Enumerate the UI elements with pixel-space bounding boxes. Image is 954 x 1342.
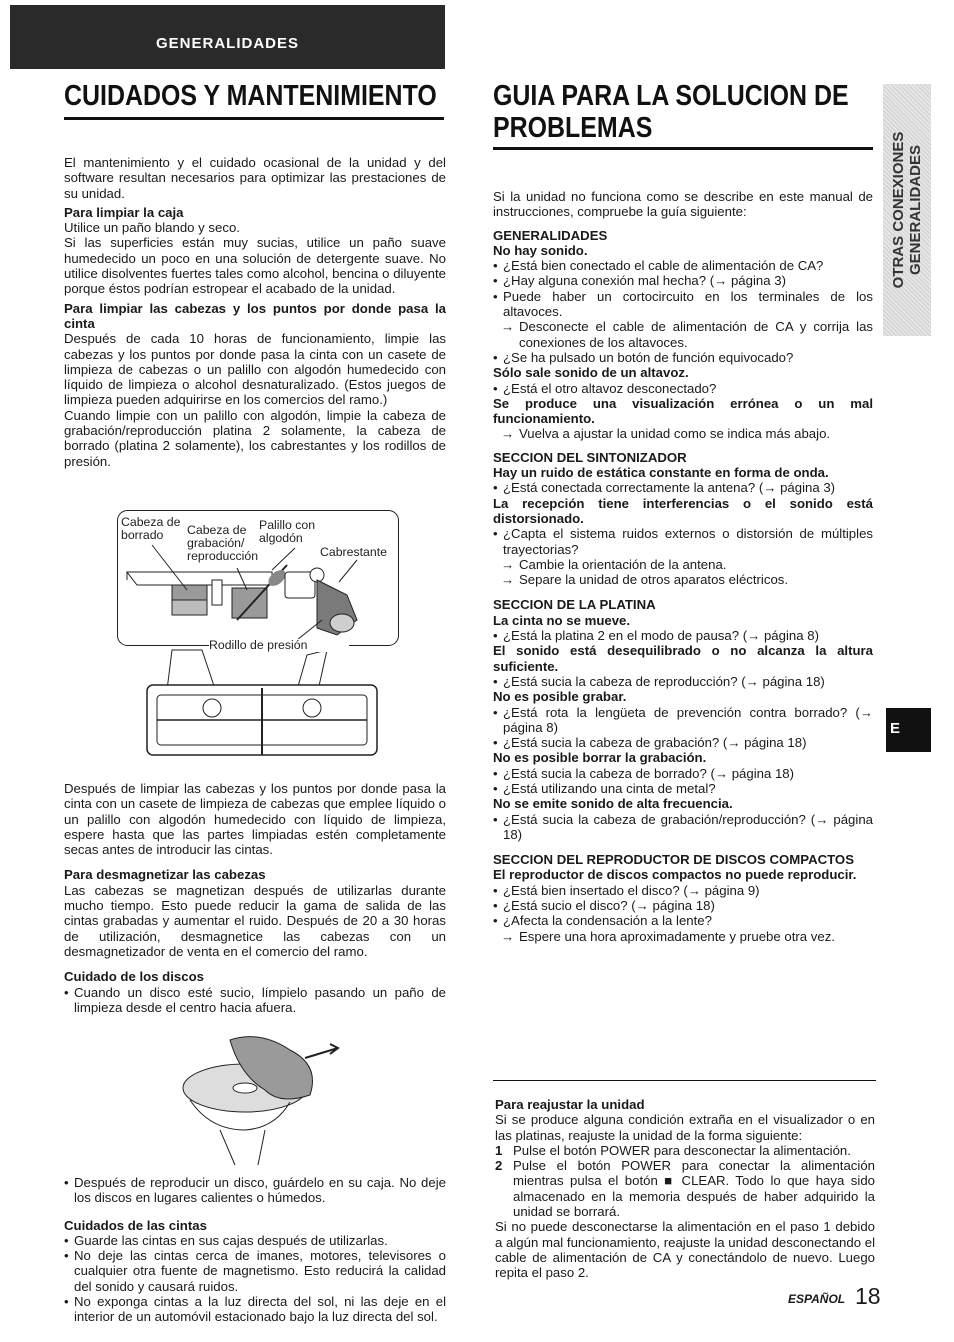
reset-section-rule bbox=[493, 1080, 876, 1081]
caja-heading: Para limpiar la caja bbox=[64, 204, 184, 220]
left-page-title: CUIDADOS Y MANTENIMIENTO bbox=[64, 80, 437, 112]
cd-heading: SECCION DEL REPRODUCTOR DE DISCOS COMPACTOS bbox=[493, 852, 854, 868]
gen-q1: No hay sonido. bbox=[493, 242, 588, 258]
gen-q1-bullet-2: • ¿Hay alguna conexión mal hecha? (→ página 3) bbox=[493, 273, 873, 288]
gen-q3: Se produce una visualización errónea o un mal funcionamiento. bbox=[493, 395, 873, 427]
desmag-heading: Para desmagnetizar las cabezas bbox=[64, 867, 266, 883]
plat-q4-bullet-1: • ¿Está sucia la cabeza de borrado? (→ página 18) bbox=[493, 766, 873, 781]
sidebar-tab-line-1: OTRAS CONEXIONES bbox=[890, 131, 907, 289]
page-number: 18 bbox=[855, 1283, 881, 1309]
gen-q2-bullet-1: • ¿Está el otro altavoz desconectado? bbox=[493, 381, 873, 396]
label-cabeza-grabacion: Cabeza de grabación/ reproducción bbox=[187, 523, 259, 563]
plat-heading: SECCION DE LA PLATINA bbox=[493, 597, 656, 613]
sint-q2-action-1: → Cambie la orientación de la antena. bbox=[493, 557, 873, 572]
label-cabeza-borrado: Cabeza de borrado bbox=[121, 515, 181, 542]
reset-section bbox=[495, 1097, 875, 1281]
sint-q1-bullet-1: • ¿Está conectada correctamente la antena? (→ página 3) bbox=[493, 480, 873, 495]
gen-q2: Sólo sale sonido de un altavoz. bbox=[493, 365, 689, 381]
cintas-bullet-2: • No deje las cintas cerca de imanes, motores, televisores o cualquier otra fuente de magnetismo. Esto reducirá la calidad del sonido y causará ruidos. bbox=[64, 1248, 446, 1294]
cintas-bullet-3: • No exponga cintas a la luz directa del sol, ni las deje en el interior de un automóvil estacionado bajo la luz directa del sol. bbox=[64, 1294, 446, 1325]
left-column-middle bbox=[64, 781, 446, 1015]
right-column bbox=[493, 189, 873, 944]
label-palillo: Palillo con algodón bbox=[259, 518, 316, 545]
plat-q4: No es posible borrar la grabación. bbox=[493, 750, 707, 766]
sint-heading: SECCION DEL SINTONIZADOR bbox=[493, 449, 687, 465]
sidebar-tab-text bbox=[890, 132, 924, 289]
cabezas-text-2: Cuando limpie con un palillo con algodón, limpie la cabeza de grabación/reproducción platina 2 solamente, la cabeza de borrado (platina 2 solamente), los cabrestantes y los rodillos de presión. bbox=[64, 407, 446, 469]
cd-q1: El reproductor de discos compactos no puede reproducir. bbox=[493, 867, 857, 883]
reset-step-1 bbox=[495, 1143, 875, 1158]
reset-heading: Para reajustar la unidad bbox=[495, 1097, 645, 1112]
reset-intro: Si se produce alguna condición extraña en el visualizador o en las platinas, reajuste la unidad de la forma siguiente: bbox=[495, 1112, 875, 1143]
sint-q2-action-2: → Separe la unidad de otros aparatos eléctricos. bbox=[493, 572, 873, 587]
section-header-band bbox=[10, 5, 445, 69]
plat-q3-bullet-1: • ¿Está rota la lengüeta de prevención contra borrado? (→ página 8) bbox=[493, 705, 873, 736]
plat-q2: El sonido está desequilibrado o no alcanza la altura suficiente. bbox=[493, 643, 873, 674]
gen-q1-bullet-1: • ¿Está bien conectado el cable de alimentación de CA? bbox=[493, 258, 873, 273]
label-rodillo: Rodillo de presión bbox=[209, 639, 349, 652]
left-column-bottom bbox=[64, 1175, 446, 1325]
after-cleaning-text: Después de limpiar las cabezas y los puntos por donde pasa la cinta con un casete de limpieza de cabezas que emplee líquido o un palillo con algodón humedecido con líquido de limpieza, espere hasta que las partes limpiadas estén completamente secas antes de introducir las cintas. bbox=[64, 781, 446, 858]
reset-step-2-text: Pulse el botón POWER para conectar la alimentación mientras pulsa el botón ■ CLEAR. Todo lo que haya sido almacenado en la memoria después de haber adquirido la unidad se borrará. bbox=[513, 1158, 875, 1220]
cintas-bullet-1: • Guarde las cintas en sus cajas después de utilizarlas. bbox=[64, 1233, 446, 1248]
language-tab-letter: E bbox=[890, 720, 901, 737]
plat-q3: No es posible grabar. bbox=[493, 689, 627, 705]
gen-q3-action-1: → Vuelva a ajustar la unidad como se indica más abajo. bbox=[493, 426, 873, 441]
cd-q1-bullet-3: • ¿Afecta la condensación a la lente? bbox=[493, 913, 873, 928]
right-title-rule bbox=[493, 147, 873, 150]
reset-step-1-number: 1 bbox=[495, 1142, 503, 1158]
gen-q1-bullet-3: • Puede haber un cortocircuito en los terminales de los altavoces. bbox=[493, 289, 873, 320]
sint-q2-bullet-1: • ¿Capta el sistema ruidos externos o distorsión de múltiples trayectorias? bbox=[493, 526, 873, 557]
cabezas-text-1: Después de cada 10 horas de funcionamiento, limpie las cabezas y los puntos por donde pasa la cinta con un casete de limpieza de cabezas o un palillo con algodón humedecido con líquido de limpieza o alcohol desnaturalizado. (Estos juegos de limpieza pueden adquirirse en los comercios del ramo.) bbox=[64, 331, 446, 408]
gen-q1-bullet-4: • ¿Se ha pulsado un botón de función equivocado? bbox=[493, 350, 873, 365]
desmag-text: Las cabezas se magnetizan después de utilizarlas durante mucho tiempo. Esto puede reducir la gama de salida de las cintas grabadas y aumentar el ruido. Después de 20 a 30 horas de utilización, desmagnetice las cabezas con un desmagnetizador de venta en el comercio del ramo. bbox=[64, 882, 446, 959]
discos-bullet-2: • Después de reproducir un disco, guárdelo en su caja. No deje los discos en lugares calientes o húmedos. bbox=[64, 1175, 446, 1206]
troubleshoot-intro: Si la unidad no funciona como se describe en este manual de instrucciones, compruebe la guía siguiente: bbox=[493, 189, 873, 220]
disc-cleaning-figure bbox=[170, 1030, 340, 1170]
reset-step-2 bbox=[495, 1158, 875, 1219]
cintas-heading: Cuidados de las cintas bbox=[64, 1217, 207, 1233]
cd-q1-bullet-1: • ¿Está bien insertado el disco? (→ página 9) bbox=[493, 883, 873, 898]
maintenance-intro: El mantenimiento y el cuidado ocasional de la unidad y del software resultan necesarios para optimizar las prestaciones de su unidad. bbox=[64, 155, 446, 201]
sidebar-section-tab bbox=[883, 84, 931, 336]
plat-q2-bullet-1: • ¿Está sucia la cabeza de reproducción? (→ página 18) bbox=[493, 674, 873, 689]
caja-text-2: Si las superficies están muy sucias, utilice un paño suave humedecido un poco en una solución de detergente suave. No utilice disolventes fuertes tales como alcohol, bencina o diluyente porque éstos podrían estropear el acabado de la unidad. bbox=[64, 235, 446, 297]
cd-q1-bullet-2: • ¿Está sucio el disco? (→ página 18) bbox=[493, 898, 873, 913]
plat-q5: No se emite sonido de alta frecuencia. bbox=[493, 796, 733, 812]
left-title-rule bbox=[64, 117, 444, 120]
footer-language: ESPAÑOL bbox=[788, 1292, 846, 1306]
sint-q2: La recepción tiene interferencias o el sonido está distorsionado. bbox=[493, 495, 873, 526]
right-page-title-line-2: PROBLEMAS bbox=[493, 112, 653, 144]
plat-q3-bullet-2: • ¿Está sucia la cabeza de grabación? (→ página 18) bbox=[493, 735, 873, 750]
tape-heads-figure bbox=[117, 510, 399, 760]
section-header-label: GENERALIDADES bbox=[155, 35, 299, 52]
language-tab bbox=[886, 708, 931, 752]
sint-q1: Hay un ruido de estática constante en forma de onda. bbox=[493, 465, 829, 481]
reset-step-1-text: Pulse el botón POWER para desconectar la alimentación. bbox=[513, 1142, 851, 1158]
gen-q1-action-3: → Desconecte el cable de alimentación de CA y corrija las conexiones de los altavoces. bbox=[493, 319, 873, 350]
plat-q1: La cinta no se mueve. bbox=[493, 612, 631, 628]
reset-step-2-number: 2 bbox=[495, 1158, 503, 1174]
plat-q5-bullet-1: • ¿Está sucia la cabeza de grabación/reproducción? (→ página 18) bbox=[493, 812, 873, 843]
gen-heading: GENERALIDADES bbox=[493, 227, 608, 243]
left-column-top bbox=[64, 155, 446, 469]
plat-q4-bullet-2: • ¿Está utilizando una cinta de metal? bbox=[493, 781, 873, 796]
cd-q1-action-1: → Espere una hora aproximadamente y pruebe otra vez. bbox=[493, 929, 873, 944]
plat-q1-bullet-1: • ¿Está la platina 2 en el modo de pausa? (→ página 8) bbox=[493, 628, 873, 643]
label-cabrestante: Cabrestante bbox=[320, 545, 387, 559]
discos-bullet-1: • Cuando un disco esté sucio, límpielo pasando un paño de limpieza desde el centro hacia afuera. bbox=[64, 985, 446, 1016]
sidebar-tab-line-2: GENERALIDADES bbox=[907, 145, 924, 276]
caja-text-1: Utilice un paño blando y seco. bbox=[64, 220, 240, 236]
cabezas-heading: Para limpiar las cabezas y los puntos por donde pasa la cinta bbox=[64, 300, 446, 331]
discos-heading: Cuidado de los discos bbox=[64, 969, 204, 985]
right-page-title-line-1: GUIA PARA LA SOLUCION DE bbox=[493, 80, 849, 112]
disc-cleaning-illustration bbox=[170, 1030, 340, 1170]
reset-note: Si no puede desconectarse la alimentación en el paso 1 debido a algún mal funcionamiento, reajuste la unidad desconectando el cable de alimentación de CA y conectándolo de nuevo. Luego repita el paso 2. bbox=[495, 1219, 875, 1281]
